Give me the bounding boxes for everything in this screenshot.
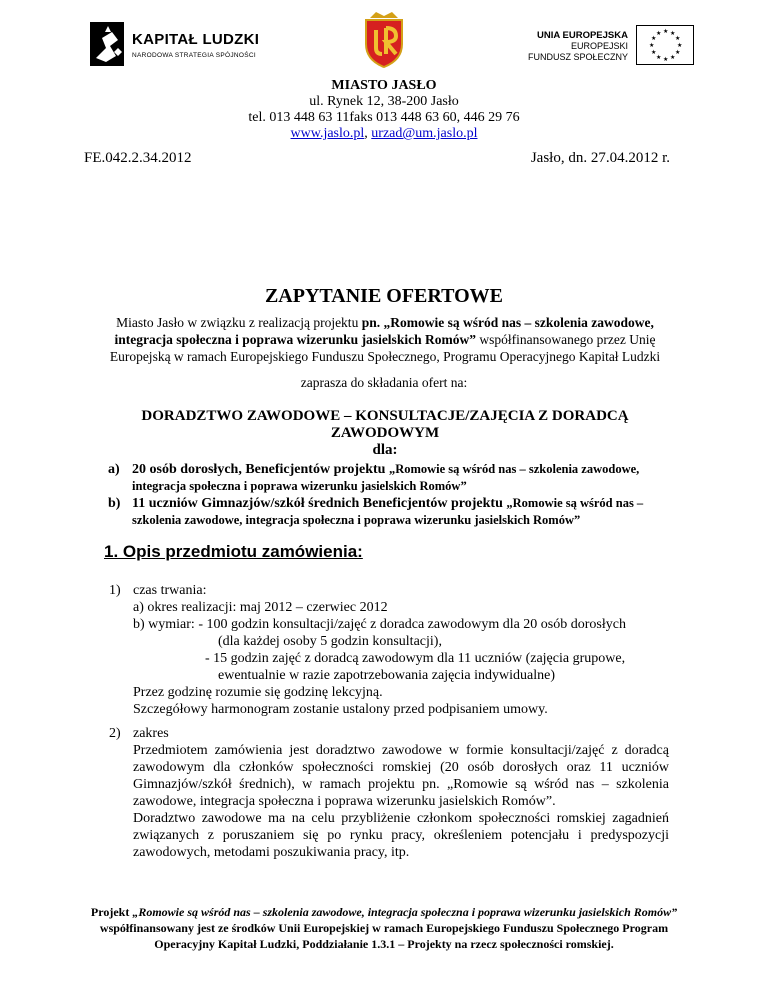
svg-text:★: ★ <box>656 54 662 61</box>
page-footer <box>70 904 698 952</box>
svg-text:★: ★ <box>649 42 655 49</box>
org-phone: tel. 013 448 63 11faks 013 448 63 60, 446 29 76 <box>248 110 520 125</box>
note-line: Przez godzinę rozumie się godzinę lekcyjną. <box>133 685 383 700</box>
invitation-text: zaprasza do składania ofert na: <box>300 375 468 390</box>
letterhead <box>0 78 768 142</box>
svg-text:★: ★ <box>670 54 676 61</box>
section-heading: 1. Opis przedmiotu zamówienia: <box>104 542 363 561</box>
order-subject <box>120 408 650 459</box>
svg-text:★: ★ <box>656 30 662 37</box>
list-item-scope <box>109 725 669 861</box>
list-number: 2) <box>109 726 121 741</box>
org-name: MIASTO JASŁO <box>331 78 437 93</box>
eu-label-line1: UNIA EUROPEJSKA <box>537 30 628 41</box>
intro-part1: Miasto Jasło w związku z realizacją projektu <box>116 315 362 330</box>
kapital-ludzki-emblem-icon <box>88 18 128 70</box>
eu-fund-label <box>490 30 628 63</box>
subject-line2: ZAWODOWYM <box>330 425 440 441</box>
footer-suffix: współfinansowany jest ze środków Unii Europejskiej w ramach Europejskiego Funduszu Społecznego Program Operacyjny Kapitał Ludzki, Poddziałanie 1.3.1 – Projekty na rzecz społeczności romskiej. <box>99 921 669 951</box>
recipient-label: b) <box>108 496 121 511</box>
scope-line: b) wymiar: - 100 godzin konsultacji/zajęć z doradca zawodowym dla 20 osób dorosłych <box>133 617 626 632</box>
svg-text:★: ★ <box>663 28 669 35</box>
recipient-item <box>108 495 688 529</box>
org-links <box>0 126 768 142</box>
svg-text:★: ★ <box>651 35 657 42</box>
eu-label-line3: FUNDUSZ SPOŁECZNY <box>527 52 628 62</box>
kapital-ludzki-logo <box>88 18 278 70</box>
scope-line-4: ewentualnie w razie zapotrzebowania zajęcia indywidualne) <box>218 668 555 683</box>
item-heading: czas trwania: <box>133 583 207 598</box>
footer-prefix: Projekt <box>90 905 133 919</box>
svg-text:★: ★ <box>651 49 657 56</box>
scope-line-3: - 15 godzin zajęć z doradcą zawodowym dla 11 uczniów (zajęcia grupowe, <box>205 651 626 666</box>
recipient-project: „Romowie są wśród nas – szkolenia zawodowe, integracja społeczna i poprawa wizerunku jasielskich Romów” <box>132 462 640 493</box>
jaslo-crest-icon <box>362 12 406 68</box>
kapital-ludzki-subtitle: NARODOWA STRATEGIA SPÓJNOŚCI <box>132 52 256 59</box>
recipient-main: 11 uczniów Gimnazjów/szkół średnich Beneficjentów projektu <box>132 496 507 511</box>
svg-text:★: ★ <box>675 35 681 42</box>
intro-part2: współfinansowanego przez Unię Europejską w ramach Europejskiego Funduszu Społecznego, Programu Operacyjnego Kapitał Ludzki <box>109 332 661 364</box>
website-link[interactable]: www.jaslo.pl <box>290 126 365 141</box>
scope-paragraph: Przedmiotem zamówienia jest doradztwo zawodowe w formie konsultacji/zajęć z doradcą zawodowym dla członków społeczności romskiej (20 osób dorosłych oraz 11 uczniów Gimnazjów/szkół średnich), w ramach projektu pn. „Romowie są wśród nas – szkolenia zawodowe, integracja społeczna i poprawa wizerunku jasielskich Romów”. <box>133 743 669 809</box>
svg-text:★: ★ <box>677 42 683 49</box>
eu-label-line2: EUROPEJSKI <box>570 41 628 51</box>
list-item-duration <box>109 582 669 718</box>
recipient-main: 20 osób dorosłych, Beneficjentów projektu <box>132 462 389 477</box>
svg-text:★: ★ <box>675 49 681 56</box>
svg-text:★: ★ <box>663 56 669 63</box>
subject-line1: DORADZTWO ZAWODOWE – KONSULTACJE/ZAJĘCIA Z DORADCĄ <box>141 408 629 424</box>
subject-line3: dla: <box>372 442 398 458</box>
kapital-ludzki-title: KAPITAŁ LUDZKI <box>132 31 260 48</box>
item-heading: zakres <box>133 726 169 741</box>
eu-flag-icon <box>636 25 694 65</box>
email-link[interactable]: urzad@um.jaslo.pl <box>371 126 478 141</box>
scope-paragraph: Doradztwo zawodowe ma na celu przybliżenie członkom społeczności romskiej zagadnień związanych z poruszaniem się po rynku pracy, określeniem potencjału i predyspozycji zawodowych, metodami poszukiwania pracy, itp. <box>133 811 669 860</box>
org-address: ul. Rynek 12, 38-200 Jasło <box>309 94 459 109</box>
recipient-project: „Romowie są wśród nas – szkolenia zawodowe, integracja społeczna i poprawa wizerunku jasielskich Romów” <box>132 496 644 527</box>
note-line: Szczegółowy harmonogram zostanie ustalony przed podpisaniem umowy. <box>133 702 548 717</box>
recipient-item <box>108 461 688 495</box>
intro-project-name: pn. „Romowie są wśród nas – szkolenia zawodowe, integracja społeczna i poprawa wizerunku jasielskich Romów” <box>114 315 654 347</box>
intro-paragraph <box>95 314 675 365</box>
reference-number: FE.042.2.34.2012 <box>84 150 192 166</box>
links-separator: , <box>364 126 372 141</box>
svg-text:★: ★ <box>670 30 676 37</box>
list-number: 1) <box>109 583 121 598</box>
recipient-label: a) <box>108 462 120 477</box>
document-title: ZAPYTANIE OFERTOWE <box>264 285 504 307</box>
document-date: Jasło, dn. 27.04.2012 r. <box>530 150 670 166</box>
scope-line-2: (dla każdej osoby 5 godzin konsultacji), <box>218 634 442 649</box>
period-line: a) okres realizacji: maj 2012 – czerwiec 2012 <box>133 600 388 615</box>
footer-project-name: „Romowie są wśród nas – szkolenia zawodowe, integracja społeczna i poprawa wizerunku jasielskich Romów” <box>132 905 678 919</box>
